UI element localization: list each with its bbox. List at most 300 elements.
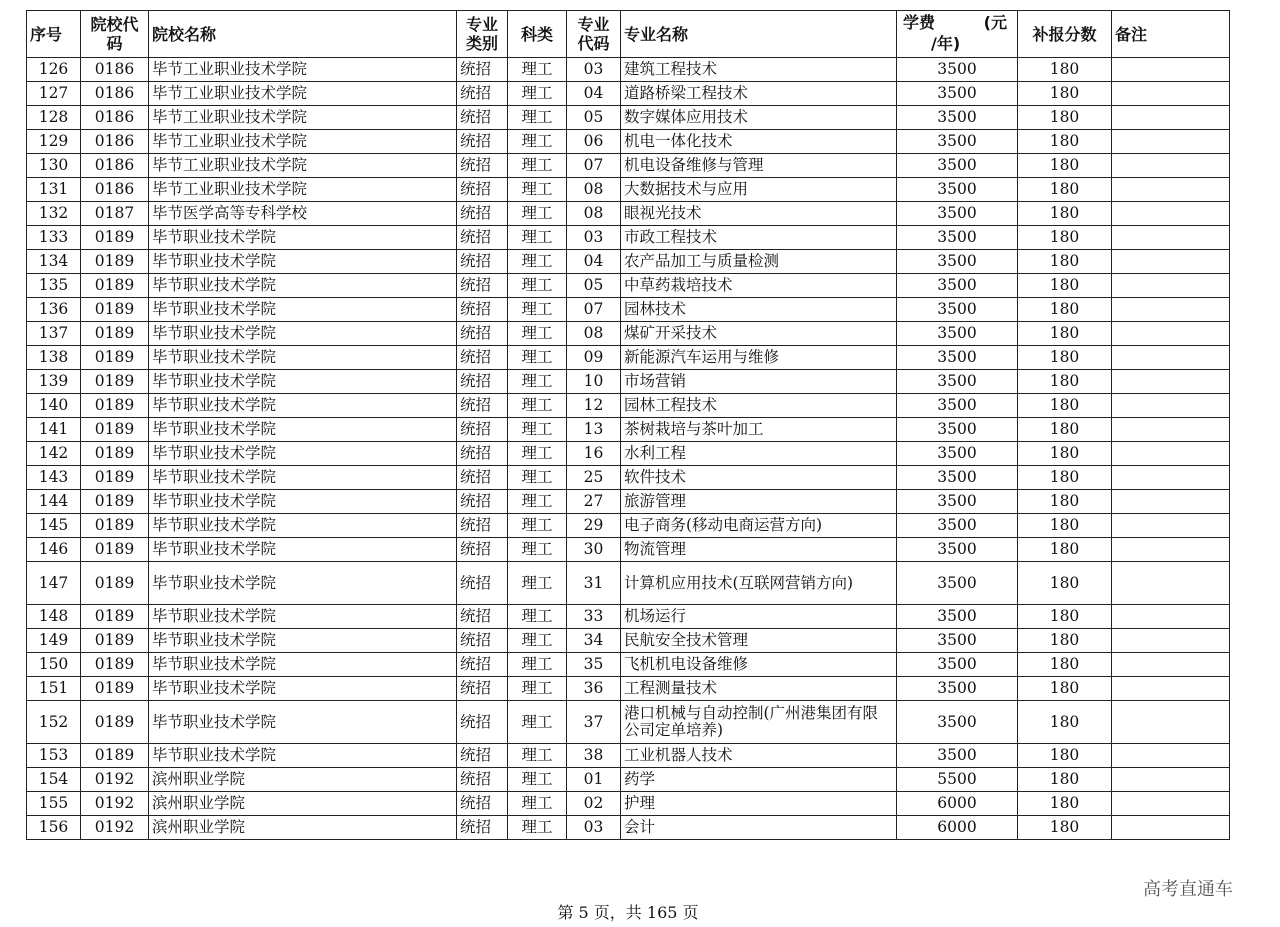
cell-school-code: 0189 <box>81 274 149 298</box>
cell-seq: 129 <box>27 130 81 154</box>
cell-fee: 3500 <box>897 562 1018 605</box>
table-row <box>27 816 1230 840</box>
table-row <box>27 298 1230 322</box>
cell-fee: 6000 <box>897 792 1018 816</box>
cell-category: 理工 <box>508 298 567 322</box>
cell-score: 180 <box>1018 130 1112 154</box>
table-row <box>27 677 1230 701</box>
cell-major-name: 建筑工程技术 <box>621 58 897 82</box>
cell-major-type: 统招 <box>457 514 508 538</box>
cell-seq: 148 <box>27 605 81 629</box>
cell-score: 180 <box>1018 394 1112 418</box>
cell-category: 理工 <box>508 744 567 768</box>
cell-note <box>1112 701 1230 744</box>
cell-category: 理工 <box>508 629 567 653</box>
cell-score: 180 <box>1018 178 1112 202</box>
table-row <box>27 466 1230 490</box>
cell-category: 理工 <box>508 274 567 298</box>
cell-major-name: 道路桥梁工程技术 <box>621 82 897 106</box>
cell-major-code: 05 <box>567 274 621 298</box>
cell-category: 理工 <box>508 653 567 677</box>
cell-major-type: 统招 <box>457 653 508 677</box>
cell-major-name: 数字媒体应用技术 <box>621 106 897 130</box>
header-school-code: 院校代码 <box>81 11 149 58</box>
cell-score: 180 <box>1018 418 1112 442</box>
cell-category: 理工 <box>508 538 567 562</box>
cell-school-name: 毕节职业技术学院 <box>149 466 457 490</box>
cell-major-type: 统招 <box>457 442 508 466</box>
cell-fee: 6000 <box>897 816 1018 840</box>
cell-note <box>1112 418 1230 442</box>
cell-note <box>1112 562 1230 605</box>
cell-major-code: 07 <box>567 298 621 322</box>
cell-school-name: 毕节职业技术学院 <box>149 298 457 322</box>
cell-note <box>1112 226 1230 250</box>
cell-major-type: 统招 <box>457 82 508 106</box>
cell-major-type: 统招 <box>457 322 508 346</box>
cell-seq: 143 <box>27 466 81 490</box>
cell-fee: 3500 <box>897 346 1018 370</box>
cell-school-name: 毕节工业职业技术学院 <box>149 130 457 154</box>
header-seq: 序号 <box>27 11 81 58</box>
cell-fee: 5500 <box>897 768 1018 792</box>
cell-score: 180 <box>1018 768 1112 792</box>
cell-note <box>1112 82 1230 106</box>
cell-category: 理工 <box>508 605 567 629</box>
cell-major-type: 统招 <box>457 250 508 274</box>
cell-major-name: 工程测量技术 <box>621 677 897 701</box>
cell-major-name: 煤矿开采技术 <box>621 322 897 346</box>
cell-major-type: 统招 <box>457 202 508 226</box>
table-row <box>27 562 1230 605</box>
cell-score: 180 <box>1018 744 1112 768</box>
cell-major-name: 市场营销 <box>621 370 897 394</box>
table-row <box>27 370 1230 394</box>
cell-school-code: 0192 <box>81 792 149 816</box>
cell-school-name: 毕节职业技术学院 <box>149 226 457 250</box>
header-fee <box>897 11 1018 58</box>
cell-seq: 132 <box>27 202 81 226</box>
cell-school-code: 0189 <box>81 418 149 442</box>
cell-school-name: 毕节职业技术学院 <box>149 418 457 442</box>
cell-score: 180 <box>1018 226 1112 250</box>
cell-note <box>1112 442 1230 466</box>
cell-major-name: 茶树栽培与茶叶加工 <box>621 418 897 442</box>
cell-seq: 146 <box>27 538 81 562</box>
cell-school-name: 毕节职业技术学院 <box>149 250 457 274</box>
cell-score: 180 <box>1018 605 1112 629</box>
cell-school-code: 0189 <box>81 442 149 466</box>
cell-major-type: 统招 <box>457 677 508 701</box>
cell-score: 180 <box>1018 466 1112 490</box>
cell-category: 理工 <box>508 514 567 538</box>
cell-major-name: 市政工程技术 <box>621 226 897 250</box>
cell-school-name: 毕节工业职业技术学院 <box>149 82 457 106</box>
cell-major-name: 飞机机电设备维修 <box>621 653 897 677</box>
cell-school-name: 毕节职业技术学院 <box>149 490 457 514</box>
cell-score: 180 <box>1018 322 1112 346</box>
header-fee-unit-a: (元 <box>983 13 1007 32</box>
cell-school-code: 0189 <box>81 538 149 562</box>
cell-score: 180 <box>1018 154 1112 178</box>
cell-note <box>1112 346 1230 370</box>
cell-major-code: 03 <box>567 226 621 250</box>
cell-major-code: 36 <box>567 677 621 701</box>
cell-major-code: 08 <box>567 322 621 346</box>
cell-major-code: 08 <box>567 178 621 202</box>
cell-category: 理工 <box>508 394 567 418</box>
cell-seq: 134 <box>27 250 81 274</box>
table-row <box>27 130 1230 154</box>
header-score: 补报分数 <box>1018 11 1112 58</box>
cell-school-name: 滨州职业学院 <box>149 768 457 792</box>
cell-major-code: 01 <box>567 768 621 792</box>
cell-school-code: 0186 <box>81 130 149 154</box>
cell-major-code: 37 <box>567 701 621 744</box>
cell-category: 理工 <box>508 768 567 792</box>
table-row <box>27 394 1230 418</box>
cell-major-code: 04 <box>567 82 621 106</box>
cell-seq: 139 <box>27 370 81 394</box>
cell-seq: 145 <box>27 514 81 538</box>
cell-major-type: 统招 <box>457 298 508 322</box>
table-row <box>27 202 1230 226</box>
cell-school-code: 0189 <box>81 514 149 538</box>
cell-score: 180 <box>1018 538 1112 562</box>
cell-school-code: 0189 <box>81 346 149 370</box>
cell-fee: 3500 <box>897 514 1018 538</box>
cell-category: 理工 <box>508 226 567 250</box>
cell-major-code: 09 <box>567 346 621 370</box>
table-row <box>27 629 1230 653</box>
cell-score: 180 <box>1018 274 1112 298</box>
cell-major-type: 统招 <box>457 274 508 298</box>
cell-category: 理工 <box>508 701 567 744</box>
cell-note <box>1112 677 1230 701</box>
cell-note <box>1112 394 1230 418</box>
cell-note <box>1112 178 1230 202</box>
cell-school-code: 0189 <box>81 322 149 346</box>
cell-score: 180 <box>1018 250 1112 274</box>
cell-fee: 3500 <box>897 744 1018 768</box>
cell-score: 180 <box>1018 677 1112 701</box>
cell-score: 180 <box>1018 106 1112 130</box>
cell-major-type: 统招 <box>457 792 508 816</box>
cell-school-name: 毕节工业职业技术学院 <box>149 58 457 82</box>
cell-major-code: 33 <box>567 605 621 629</box>
table-row <box>27 490 1230 514</box>
cell-major-code: 31 <box>567 562 621 605</box>
cell-fee: 3500 <box>897 226 1018 250</box>
cell-major-code: 13 <box>567 418 621 442</box>
cell-score: 180 <box>1018 629 1112 653</box>
cell-seq: 140 <box>27 394 81 418</box>
table-row <box>27 514 1230 538</box>
cell-major-code: 05 <box>567 106 621 130</box>
cell-fee: 3500 <box>897 466 1018 490</box>
cell-school-name: 毕节工业职业技术学院 <box>149 178 457 202</box>
cell-major-type: 统招 <box>457 701 508 744</box>
cell-major-type: 统招 <box>457 106 508 130</box>
cell-school-name: 毕节职业技术学院 <box>149 322 457 346</box>
cell-score: 180 <box>1018 816 1112 840</box>
cell-school-name: 毕节职业技术学院 <box>149 653 457 677</box>
cell-school-code: 0189 <box>81 701 149 744</box>
cell-fee: 3500 <box>897 130 1018 154</box>
cell-major-code: 29 <box>567 514 621 538</box>
cell-note <box>1112 514 1230 538</box>
cell-major-name: 中草药栽培技术 <box>621 274 897 298</box>
cell-school-code: 0189 <box>81 629 149 653</box>
cell-note <box>1112 202 1230 226</box>
cell-seq: 141 <box>27 418 81 442</box>
cell-note <box>1112 322 1230 346</box>
header-fee-unit-b: /年) <box>931 34 961 53</box>
cell-category: 理工 <box>508 58 567 82</box>
cell-fee: 3500 <box>897 605 1018 629</box>
cell-fee: 3500 <box>897 106 1018 130</box>
cell-category: 理工 <box>508 250 567 274</box>
cell-score: 180 <box>1018 792 1112 816</box>
cell-major-code: 10 <box>567 370 621 394</box>
cell-seq: 147 <box>27 562 81 605</box>
cell-major-name: 机场运行 <box>621 605 897 629</box>
cell-major-code: 03 <box>567 58 621 82</box>
cell-major-type: 统招 <box>457 346 508 370</box>
cell-school-code: 0186 <box>81 58 149 82</box>
cell-score: 180 <box>1018 562 1112 605</box>
table-body <box>27 58 1230 840</box>
cell-major-code: 08 <box>567 202 621 226</box>
cell-seq: 135 <box>27 274 81 298</box>
table-row <box>27 322 1230 346</box>
cell-score: 180 <box>1018 82 1112 106</box>
cell-score: 180 <box>1018 490 1112 514</box>
cell-school-code: 0186 <box>81 178 149 202</box>
cell-major-type: 统招 <box>457 58 508 82</box>
page-footer: 第 5 页，共 165 页 <box>557 903 699 922</box>
cell-note <box>1112 653 1230 677</box>
cell-major-name: 机电设备维修与管理 <box>621 154 897 178</box>
cell-note <box>1112 250 1230 274</box>
cell-category: 理工 <box>508 562 567 605</box>
cell-major-type: 统招 <box>457 178 508 202</box>
cell-note <box>1112 744 1230 768</box>
cell-fee: 3500 <box>897 370 1018 394</box>
cell-major-code: 34 <box>567 629 621 653</box>
cell-school-code: 0186 <box>81 154 149 178</box>
cell-note <box>1112 130 1230 154</box>
cell-major-code: 07 <box>567 154 621 178</box>
table-row <box>27 154 1230 178</box>
table-row <box>27 274 1230 298</box>
cell-school-name: 毕节职业技术学院 <box>149 538 457 562</box>
cell-major-name: 园林技术 <box>621 298 897 322</box>
header-school-name: 院校名称 <box>149 11 457 58</box>
cell-school-code: 0189 <box>81 250 149 274</box>
table-row <box>27 106 1230 130</box>
cell-school-code: 0192 <box>81 768 149 792</box>
cell-major-name: 水利工程 <box>621 442 897 466</box>
cell-seq: 153 <box>27 744 81 768</box>
cell-fee: 3500 <box>897 394 1018 418</box>
cell-category: 理工 <box>508 466 567 490</box>
cell-seq: 150 <box>27 653 81 677</box>
cell-major-type: 统招 <box>457 466 508 490</box>
cell-category: 理工 <box>508 490 567 514</box>
cell-note <box>1112 298 1230 322</box>
cell-seq: 151 <box>27 677 81 701</box>
cell-major-name: 工业机器人技术 <box>621 744 897 768</box>
cell-seq: 144 <box>27 490 81 514</box>
cell-note <box>1112 538 1230 562</box>
table-row <box>27 346 1230 370</box>
cell-school-name: 毕节职业技术学院 <box>149 442 457 466</box>
table-row <box>27 768 1230 792</box>
cell-category: 理工 <box>508 130 567 154</box>
cell-fee: 3500 <box>897 490 1018 514</box>
cell-major-type: 统招 <box>457 226 508 250</box>
cell-note <box>1112 605 1230 629</box>
cell-major-name: 物流管理 <box>621 538 897 562</box>
cell-school-code: 0186 <box>81 82 149 106</box>
cell-category: 理工 <box>508 442 567 466</box>
cell-fee: 3500 <box>897 701 1018 744</box>
cell-school-name: 毕节职业技术学院 <box>149 744 457 768</box>
cell-category: 理工 <box>508 346 567 370</box>
cell-fee: 3500 <box>897 298 1018 322</box>
cell-note <box>1112 370 1230 394</box>
cell-seq: 138 <box>27 346 81 370</box>
cell-fee: 3500 <box>897 653 1018 677</box>
cell-note <box>1112 792 1230 816</box>
cell-major-type: 统招 <box>457 154 508 178</box>
cell-school-code: 0189 <box>81 744 149 768</box>
cell-score: 180 <box>1018 298 1112 322</box>
cell-seq: 142 <box>27 442 81 466</box>
cell-major-type: 统招 <box>457 490 508 514</box>
cell-category: 理工 <box>508 82 567 106</box>
cell-school-code: 0189 <box>81 653 149 677</box>
table-row <box>27 58 1230 82</box>
watermark-text: 高考直通车 <box>1143 879 1233 900</box>
cell-school-name: 毕节职业技术学院 <box>149 562 457 605</box>
cell-major-name: 港口机械与自动控制(广州港集团有限公司定单培养) <box>621 701 897 744</box>
cell-category: 理工 <box>508 418 567 442</box>
cell-major-name: 机电一体化技术 <box>621 130 897 154</box>
cell-note <box>1112 490 1230 514</box>
table-row <box>27 178 1230 202</box>
cell-category: 理工 <box>508 792 567 816</box>
cell-seq: 152 <box>27 701 81 744</box>
cell-major-type: 统招 <box>457 370 508 394</box>
table-row <box>27 605 1230 629</box>
cell-note <box>1112 816 1230 840</box>
cell-major-code: 27 <box>567 490 621 514</box>
cell-seq: 130 <box>27 154 81 178</box>
cell-school-code: 0189 <box>81 226 149 250</box>
cell-major-code: 25 <box>567 466 621 490</box>
cell-school-name: 毕节职业技术学院 <box>149 274 457 298</box>
cell-score: 180 <box>1018 442 1112 466</box>
cell-score: 180 <box>1018 346 1112 370</box>
cell-category: 理工 <box>508 178 567 202</box>
cell-school-name: 毕节职业技术学院 <box>149 701 457 744</box>
cell-fee: 3500 <box>897 82 1018 106</box>
cell-category: 理工 <box>508 106 567 130</box>
cell-major-code: 12 <box>567 394 621 418</box>
cell-school-code: 0189 <box>81 370 149 394</box>
cell-major-type: 统招 <box>457 538 508 562</box>
cell-major-type: 统招 <box>457 130 508 154</box>
table-row <box>27 744 1230 768</box>
cell-seq: 137 <box>27 322 81 346</box>
cell-school-code: 0189 <box>81 677 149 701</box>
cell-school-code: 0189 <box>81 490 149 514</box>
cell-school-code: 0189 <box>81 466 149 490</box>
cell-school-name: 毕节工业职业技术学院 <box>149 106 457 130</box>
cell-major-type: 统招 <box>457 562 508 605</box>
cell-fee: 3500 <box>897 322 1018 346</box>
cell-category: 理工 <box>508 322 567 346</box>
cell-seq: 156 <box>27 816 81 840</box>
cell-major-type: 统招 <box>457 816 508 840</box>
cell-school-name: 毕节职业技术学院 <box>149 514 457 538</box>
cell-seq: 133 <box>27 226 81 250</box>
table-row <box>27 653 1230 677</box>
cell-major-type: 统招 <box>457 629 508 653</box>
cell-major-name: 药学 <box>621 768 897 792</box>
cell-category: 理工 <box>508 154 567 178</box>
cell-score: 180 <box>1018 701 1112 744</box>
cell-note <box>1112 154 1230 178</box>
cell-major-code: 35 <box>567 653 621 677</box>
cell-fee: 3500 <box>897 274 1018 298</box>
cell-score: 180 <box>1018 370 1112 394</box>
cell-major-name: 软件技术 <box>621 466 897 490</box>
cell-category: 理工 <box>508 677 567 701</box>
cell-school-name: 毕节工业职业技术学院 <box>149 154 457 178</box>
table-row <box>27 538 1230 562</box>
cell-fee: 3500 <box>897 154 1018 178</box>
cell-seq: 155 <box>27 792 81 816</box>
cell-major-name: 电子商务(移动电商运营方向) <box>621 514 897 538</box>
cell-major-name: 园林工程技术 <box>621 394 897 418</box>
cell-note <box>1112 274 1230 298</box>
cell-school-name: 毕节职业技术学院 <box>149 370 457 394</box>
cell-school-name: 滨州职业学院 <box>149 816 457 840</box>
cell-score: 180 <box>1018 653 1112 677</box>
cell-school-name: 滨州职业学院 <box>149 792 457 816</box>
cell-major-name: 农产品加工与质量检测 <box>621 250 897 274</box>
cell-seq: 154 <box>27 768 81 792</box>
cell-note <box>1112 58 1230 82</box>
table-row <box>27 442 1230 466</box>
cell-school-name: 毕节职业技术学院 <box>149 605 457 629</box>
cell-major-code: 02 <box>567 792 621 816</box>
cell-major-code: 16 <box>567 442 621 466</box>
cell-school-name: 毕节职业技术学院 <box>149 629 457 653</box>
cell-category: 理工 <box>508 816 567 840</box>
cell-seq: 127 <box>27 82 81 106</box>
cell-fee: 3500 <box>897 58 1018 82</box>
table-row <box>27 250 1230 274</box>
cell-major-type: 统招 <box>457 418 508 442</box>
header-major-type: 专业类别 <box>457 11 508 58</box>
table-row <box>27 418 1230 442</box>
cell-category: 理工 <box>508 370 567 394</box>
cell-school-code: 0189 <box>81 394 149 418</box>
